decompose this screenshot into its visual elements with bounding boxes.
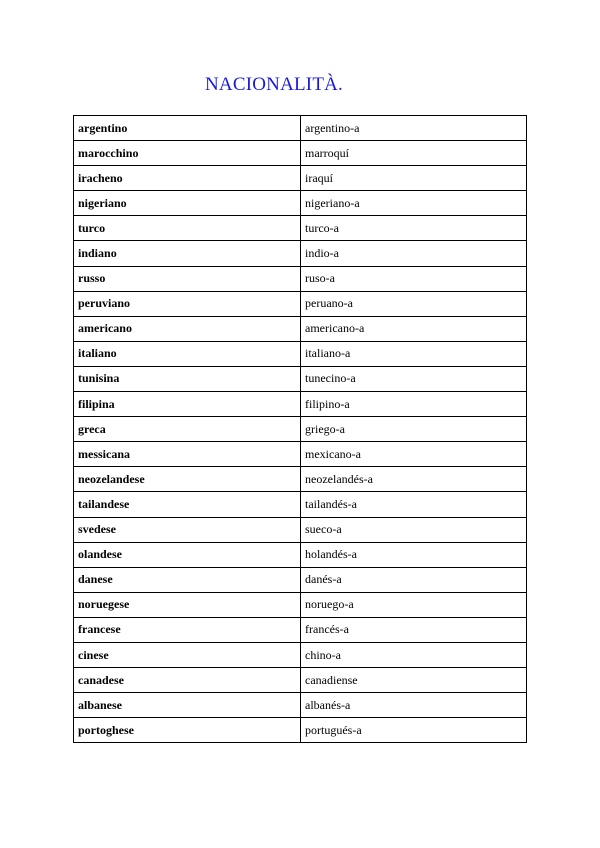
spanish-term: holandés-a	[301, 542, 527, 567]
table-row	[74, 492, 527, 517]
table-row	[74, 442, 527, 467]
table-row	[74, 216, 527, 241]
spanish-term: argentino-a	[301, 116, 527, 141]
italian-term: iracheno	[74, 166, 301, 191]
page-title-text: NACIONALITÀ.	[204, 74, 344, 95]
table-row	[74, 668, 527, 693]
table-row	[74, 567, 527, 592]
table-row	[74, 467, 527, 492]
spanish-term: mexicano-a	[301, 442, 527, 467]
spanish-term: peruano-a	[301, 291, 527, 316]
spanish-term: tunecino-a	[301, 366, 527, 391]
italian-term: danese	[74, 567, 301, 592]
italian-term: argentino	[74, 116, 301, 141]
table-row	[74, 141, 527, 166]
spanish-term: ruso-a	[301, 266, 527, 291]
italian-term: noruegese	[74, 592, 301, 617]
italian-term: tunisina	[74, 366, 301, 391]
table-row	[74, 542, 527, 567]
table-row	[74, 642, 527, 667]
italian-term: messicana	[74, 442, 301, 467]
table-row	[74, 266, 527, 291]
spanish-term: marroquí	[301, 141, 527, 166]
italian-term: svedese	[74, 517, 301, 542]
table-row	[74, 517, 527, 542]
spanish-term: canadiense	[301, 668, 527, 693]
spanish-term: noruego-a	[301, 592, 527, 617]
italian-term: peruviano	[74, 291, 301, 316]
table-row	[74, 366, 527, 391]
nationality-table-body	[74, 116, 527, 743]
spanish-term: chino-a	[301, 642, 527, 667]
spanish-term: italiano-a	[301, 341, 527, 366]
spanish-term: danés-a	[301, 567, 527, 592]
spanish-term: sueco-a	[301, 517, 527, 542]
italian-term: cinese	[74, 642, 301, 667]
italian-term: tailandese	[74, 492, 301, 517]
table-row	[74, 592, 527, 617]
table-row	[74, 191, 527, 216]
italian-term: turco	[74, 216, 301, 241]
spanish-term: filipino-a	[301, 392, 527, 417]
spanish-term: indio-a	[301, 241, 527, 266]
table-row	[74, 392, 527, 417]
italian-term: portoghese	[74, 718, 301, 743]
italian-term: albanese	[74, 693, 301, 718]
spanish-term: albanés-a	[301, 693, 527, 718]
italian-term: americano	[74, 316, 301, 341]
italian-term: canadese	[74, 668, 301, 693]
spanish-term: neozelandés-a	[301, 467, 527, 492]
table-row	[74, 417, 527, 442]
table-row	[74, 617, 527, 642]
italian-term: greca	[74, 417, 301, 442]
page-title	[0, 74, 548, 96]
spanish-term: francés-a	[301, 617, 527, 642]
italian-term: marocchino	[74, 141, 301, 166]
table-row	[74, 116, 527, 141]
italian-term: francese	[74, 617, 301, 642]
table-row	[74, 718, 527, 743]
table-row	[74, 316, 527, 341]
italian-term: italiano	[74, 341, 301, 366]
table-row	[74, 341, 527, 366]
italian-term: filipina	[74, 392, 301, 417]
spanish-term: turco-a	[301, 216, 527, 241]
spanish-term: tailandés-a	[301, 492, 527, 517]
spanish-term: griego-a	[301, 417, 527, 442]
spanish-term: portugués-a	[301, 718, 527, 743]
italian-term: nigeriano	[74, 191, 301, 216]
spanish-term: iraquí	[301, 166, 527, 191]
italian-term: russo	[74, 266, 301, 291]
table-row	[74, 166, 527, 191]
spanish-term: americano-a	[301, 316, 527, 341]
italian-term: olandese	[74, 542, 301, 567]
nationality-table	[73, 115, 527, 743]
spanish-term: nigeriano-a	[301, 191, 527, 216]
italian-term: neozelandese	[74, 467, 301, 492]
table-row	[74, 241, 527, 266]
italian-term: indiano	[74, 241, 301, 266]
table-row	[74, 291, 527, 316]
table-row	[74, 693, 527, 718]
